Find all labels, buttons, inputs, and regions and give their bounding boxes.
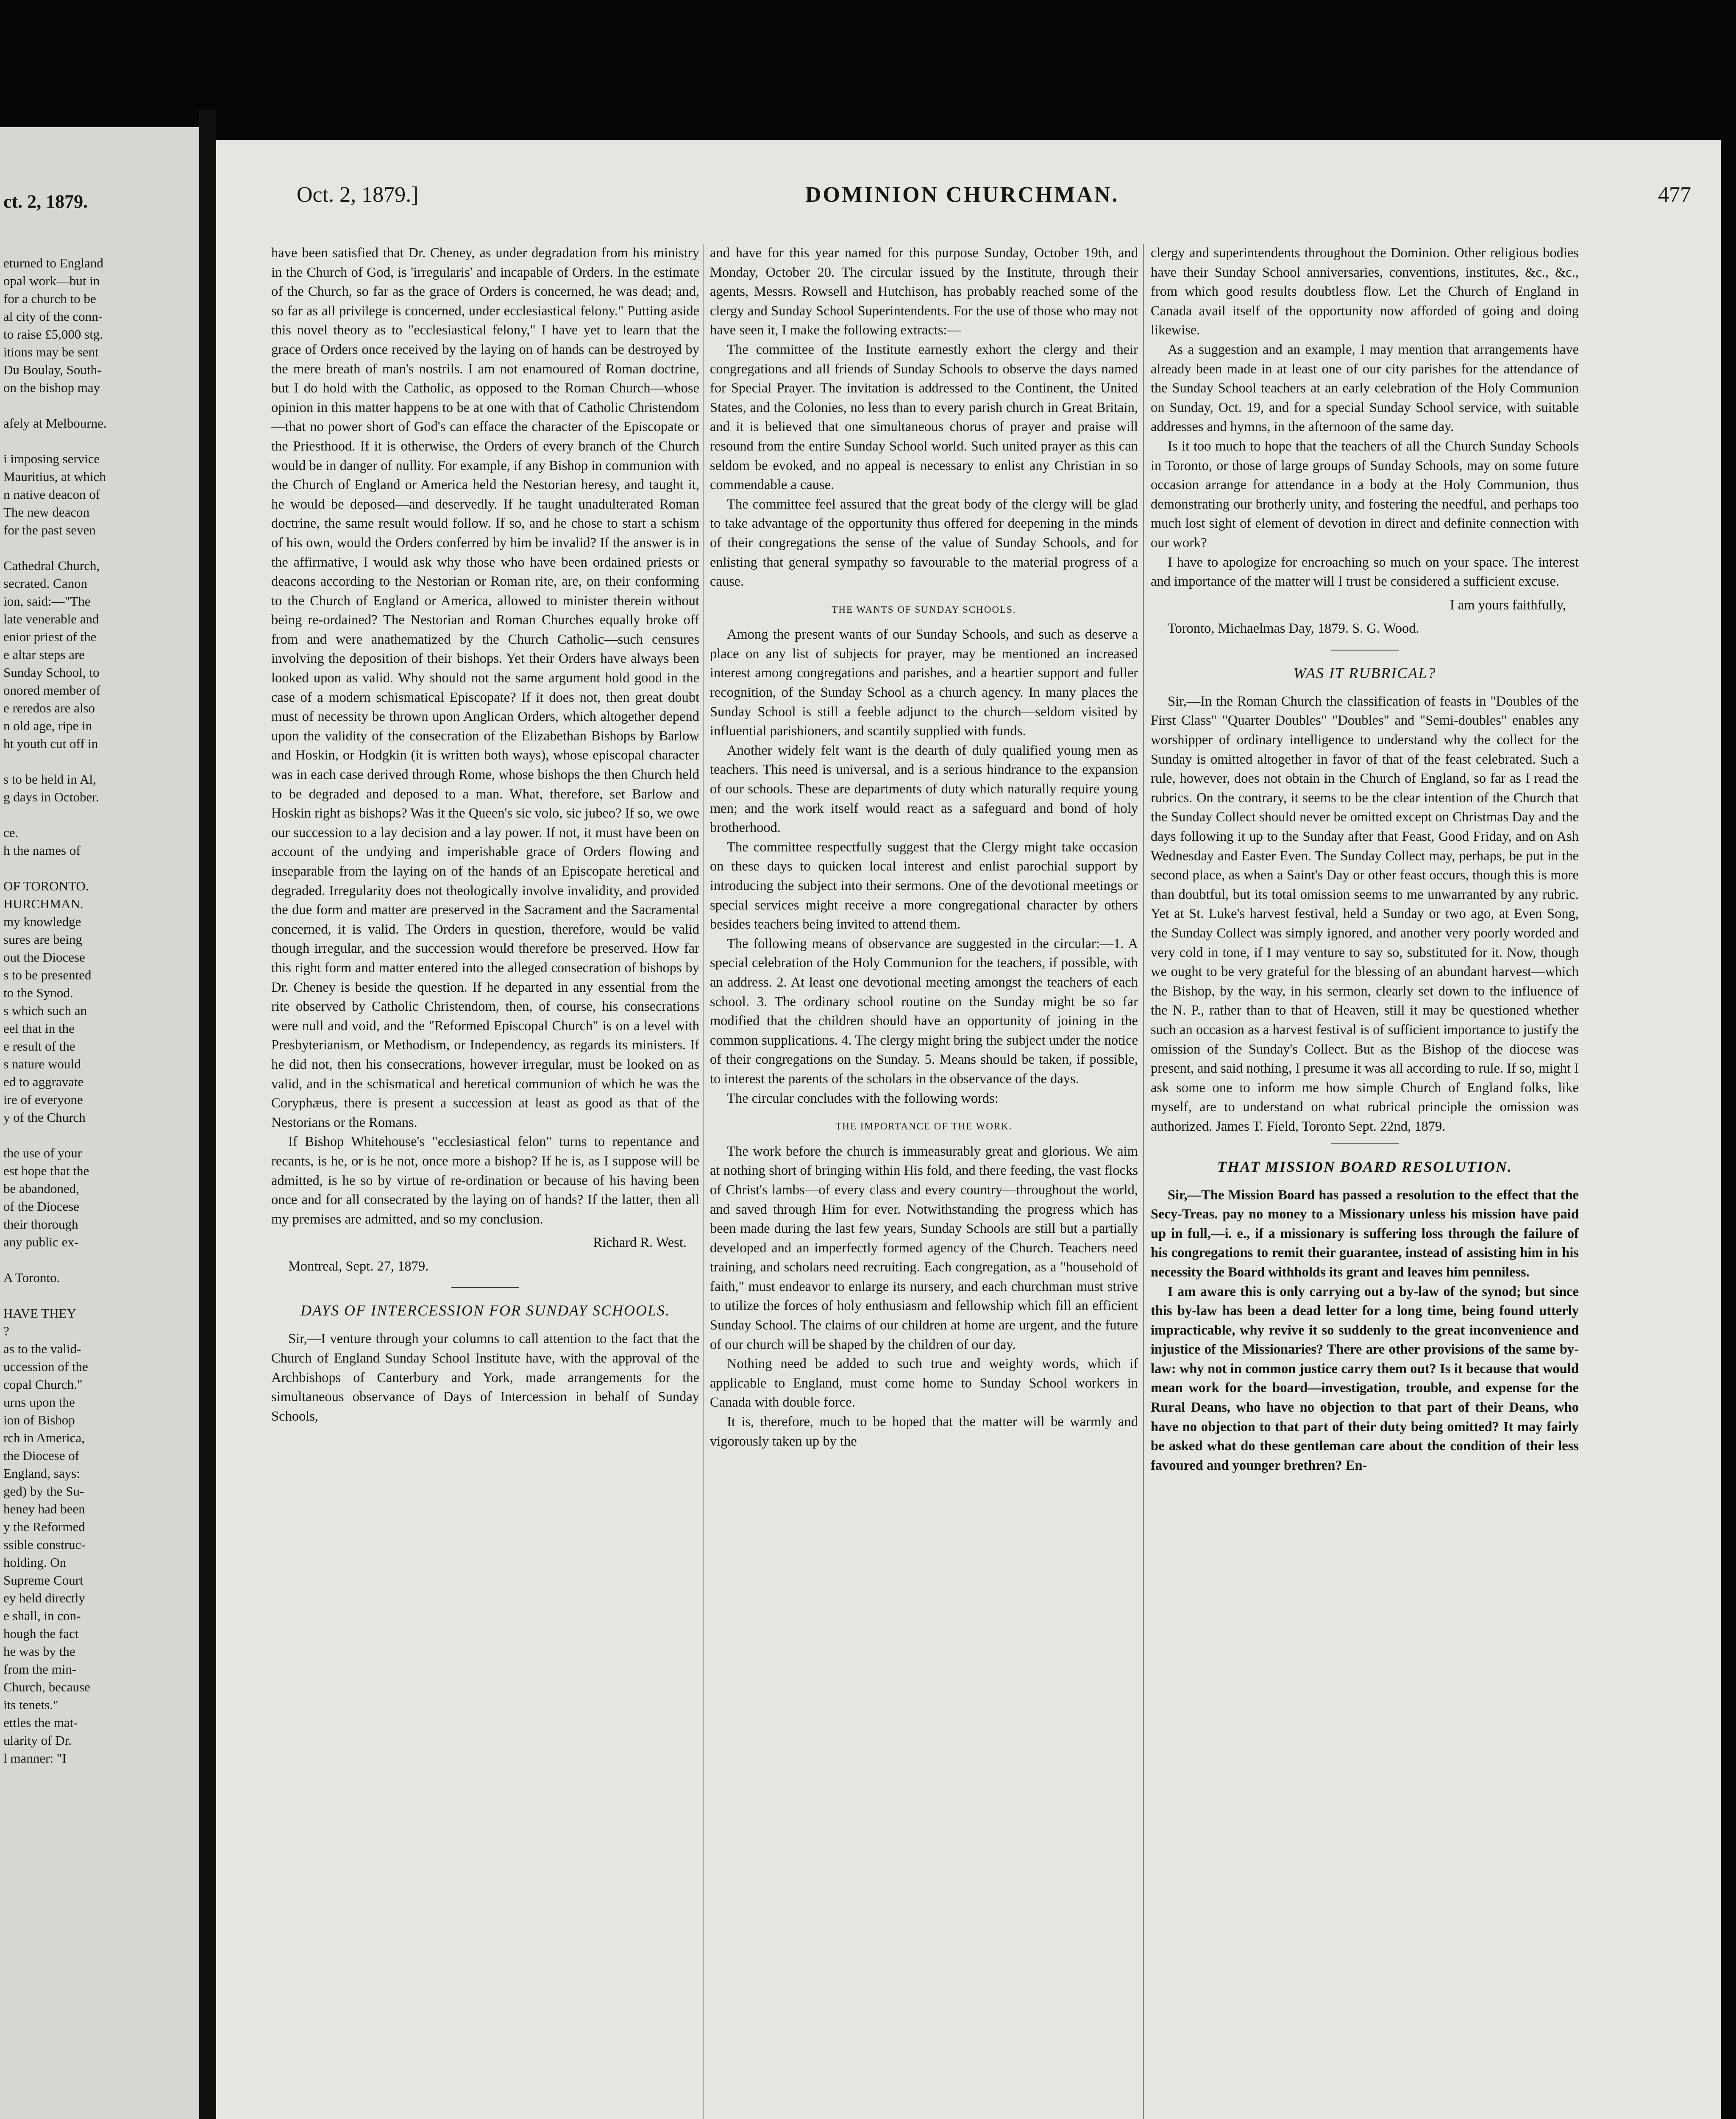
left-page-line: al city of the conn- [3, 309, 103, 324]
paragraph: Sir,—In the Roman Church the classification of feasts in "Doubles of the First Class" "Quarter Doubles" "Doubles" and "Semi-doubles" enables any worshipper of ordinary intelligence to understand why the collect for the Sunday is omitted altogether in favor of that of the feast celebrated. Such a rule, however, does not obtain in the Church of England, so far as I read the rubrics. On the contrary, it seems to be the clear intention of the Church that the Sunday Collect should never be omitted except on Christmas Day and the days following it up to the Sunday after that Feast, Good Friday, and on Ash Wednesday and Easter Even. The Sunday Collect may, perhaps, be put in the second place, as when a Saint's Day or other feast occurs, though this is more than doubtful, but its total omission seems to me unwarranted by any rubric. Yet at St. Luke's harvest festival, held a Sunday or two ago, at Even Song, the Sunday Collect was simply ignored, and another very poorly worded and very cold in tone, if I may venture to say so, substituted for it. Now, though we ought to be very grateful for the blessing of an abundant harvest—which the Bishop, by the way, in his sermon, clearly set down to the influence of the N. P., rather than to that of Heaven, still it may be questioned whether such an occasion as a harvest festival is of sufficient importance to justify the omission of the Sunday's Collect. But as the Bishop of the diocese was present, and said nothing, I presume it was all according to rule. If so, might I ask some one to inform me how simple Church of England folks, like myself, are to understand on what rubrical principle the omission was authorized. James T. Field, Toronto Sept. 22nd, 1879. [1151, 693, 1579, 1134]
left-page-line: he was by the [3, 1644, 75, 1659]
paragraph: Nothing need be added to such true and weighty words, which if applicable to England, must come home to Sunday School workers in Canada with double force. [710, 1356, 1138, 1410]
left-page-line [3, 753, 198, 770]
left-page-line: eel that in the [3, 1021, 75, 1036]
left-page-line [3, 539, 198, 557]
left-page-line: eturned to England [3, 256, 103, 270]
left-page-line: ? [3, 1324, 9, 1338]
left-page-line: for the past seven [3, 523, 96, 537]
column-1 [271, 244, 699, 1426]
signature: Richard R. West. [593, 1235, 687, 1251]
left-page-line: ularity of Dr. [3, 1733, 72, 1748]
paragraph: The following means of observance are suggested in the circular:—1. A special celebration of the Holy Communion for the teachers, if possible, with an address. 2. At least one devotional meeting amongst the teachers of each school. 3. The ordinary school routine on the Sunday might be so far modified that the children should have an opportunity of joining in the common supplications. 4. The clergy might bring the subject under the notice of their congregations on the Sunday. 5. Means should be taken, if possible, to interest the parents of the scholars in the observance of the days. [710, 936, 1138, 1087]
left-page-line: out the Diocese [3, 950, 85, 965]
left-page-line [3, 432, 198, 450]
left-page-line: n native deacon of [3, 487, 100, 502]
left-page-line: Sunday School, to [3, 665, 100, 680]
left-page-line: Supreme Court [3, 1573, 83, 1588]
paragraph: The committee feel assured that the great body of the clergy will be glad to take advantage of the opportunity thus offered for deepening in the minds of their congregations the sense of the value of Sunday Schools, and for enlisting that general sympathy so favourable to the material progress of a cause. [710, 496, 1138, 590]
article-heading: WAS IT RUBRICAL? [1293, 664, 1436, 681]
dateline: Montreal, Sept. 27, 1879. [288, 1258, 429, 1274]
bold-letter [1151, 1186, 1579, 1476]
left-page-line: Cathedral Church, [3, 558, 100, 573]
left-page-line: their thorough [3, 1217, 78, 1232]
left-page-line: any public ex- [3, 1235, 79, 1249]
left-page-line: uccession of the [3, 1359, 88, 1374]
left-page-line: late venerable and [3, 612, 99, 626]
paragraph: I am aware this is only carrying out a by-law of the synod; but since this by-law has been a dead letter for a long time, being found utterly impracticable, why revive it so suddenly to the great inconvenience and injustice of the Missionaries? There are other provisions of the same by-law: why not in common justice carry them out? Is it because that would mean work for the board—investigation, trouble, and expense for the Rural Deans, who have no objection to that part of their Deans, who have no objection to that part of their duty being omitted? It may fairly be asked what do these gentleman care about the condition of their less favoured and younger brethren? En- [1151, 1284, 1579, 1473]
left-page-line: OF TORONTO. [3, 879, 89, 893]
paragraph: clergy and superintendents throughout the Dominion. Other religious bodies have their Sunday School anniversaries, conventions, institutes, &c., &c., from which good results doubtless flow. Let the Church of England in Canada avail itself of the opportunity now afforded of going and doing likewise. [1151, 245, 1579, 338]
left-page-line: y the Reformed [3, 1519, 85, 1534]
left-page-line: g days in October. [3, 790, 99, 804]
left-page-line: e shall, in con- [3, 1608, 81, 1623]
left-page-line: s to be held in Al, [3, 772, 96, 787]
left-page-line: h the names of [3, 843, 81, 858]
left-page-line: ged) by the Su- [3, 1484, 84, 1499]
left-page-line: on the bishop may [3, 380, 100, 395]
paragraph: Another widely felt want is the dearth of duly qualified young men as teachers. This need is universal, and is a serious hindrance to the expansion of our schools. These are departments of duty which naturally require young men; and the work itself would react as a safeguard and bond of holy brotherhood. [710, 742, 1138, 836]
left-page-line: HURCHMAN. [3, 896, 83, 911]
left-page-line: the Diocese of [3, 1448, 80, 1463]
dateline: Toronto, Michaelmas Day, 1879. S. G. Wood. [1168, 621, 1419, 637]
left-page-line: HAVE THEY [3, 1306, 76, 1321]
column-3 [1151, 244, 1579, 1475]
left-page-text [3, 254, 198, 1767]
left-page-line: holding. On [3, 1555, 67, 1570]
left-page-line: ire of everyone [3, 1092, 83, 1107]
left-page-line: urns upon the [3, 1395, 75, 1410]
paragraph: Among the present wants of our Sunday Schools, and such as deserve a place on any list of subjects for prayer, may be mentioned an increased interest among congregations and parishes, and a heartier support and fuller recognition, of the Sunday School as a church agency. In many places the Sunday School is still a feeble adjunct to the church—seldom visited by influential parishioners, and scantily supplied with funds. [710, 627, 1138, 739]
left-page-line: e result of the [3, 1039, 75, 1054]
divider [1331, 650, 1399, 651]
left-page-line: A Toronto. [3, 1270, 60, 1285]
left-page-line [3, 806, 198, 824]
divider [1331, 1143, 1399, 1144]
left-page-line: The new deacon [3, 505, 90, 520]
left-page-line: for a church to be [3, 291, 96, 306]
paragraph: It is, therefore, much to be hoped that the matter will be warmly and vigorously taken up by the [710, 1414, 1138, 1449]
paragraph: The committee respectfully suggest that the Clergy might take occasion on these days to quicken local interest and enlist parochial support by introducing the subject into their sermons. One of the devotional meetings or special services might receive a more congregational character by others besides teachers being invited to attend them. [710, 839, 1138, 932]
left-page-line: opal work—but in [3, 273, 100, 288]
paragraph: Is it too much to hope that the teachers of all the Church Sunday Schools in Toronto, or those of large groups of Sunday Schools, may on some future occasion arrange for attendance in a body at the Holy Communion, thus demonstrating our brotherly unity, and fostering the needful, and perhaps too much lost sight of element of devotion in direct and definite connection with our work? [1151, 438, 1579, 551]
issue-date: Oct. 2, 1879.] [297, 183, 419, 207]
left-page-line: afely at Melbourne. [3, 416, 107, 431]
left-page-line [3, 397, 198, 414]
left-page-line: to raise £5,000 stg. [3, 327, 103, 342]
left-page-line: ion of Bishop [3, 1413, 75, 1427]
left-page-line: s to be presented [3, 968, 92, 982]
page-gutter [199, 110, 216, 2119]
left-page-line: copal Church." [3, 1377, 83, 1392]
left-page-line [3, 859, 198, 877]
left-page-line: l manner: "I [3, 1751, 67, 1766]
left-page-line: ssible construc- [3, 1537, 86, 1552]
left-page-line: England, says: [3, 1466, 80, 1481]
running-head [297, 182, 1691, 212]
left-page-line: enior priest of the [3, 629, 97, 644]
left-page-line [3, 1126, 198, 1144]
paragraph: have been satisfied that Dr. Cheney, as under degradation from his ministry in the Church of God, is 'irregularis' and incapable of Orders. In the estimate of the Church, so far as the grace of Orders is concerned, he was dead; and, so far as all privilege is concerned, under ecclesiastical felony." Putting aside this novel theory as to "ecclesiastical felony," I have yet to learn that the grace of Orders once received by the laying on of hands can be destroyed by the mere breath of man's nostrils. I am not enamoured of Roman doctrine, but I do hold with the Catholic, as opposed to the Roman Church—whose opinion in this matter happens to be at one with that of Catholic Christendom—that no power short of God's can efface the character of the Episcopate or the Priesthood. If it is otherwise, the Orders of every branch of the Church would be in danger of nullity. For example, if any Bishop in communion with the Church of England or America held the Nestorian heresy, and taught it, he would be deposed—and deservedly. If he taught unadulterated Roman doctrine, the same result would follow. If so, and he chose to start a schism of his own, would the Orders conferred by him be invalid? If the answer is in the affirmative, I would ask why those who have been ordained priests or deacons according to the Nestorian or Roman rite, are, on their conforming to the Church of England or America, allowed to minister therein without being re-ordained? The Nestorian and Roman Churches equally broke off from and were anathematized by the Church Catholic—such censures involving the deposition of their bishops. Yet their Orders have always been looked upon as valid. Why should not the same argument hold good in the case of a modern schismatical Episcopate? If it does not, then great doubt must of necessity be thrown upon Anglican Orders, which altogether depend upon the validity of the consecration of the Elizabethan Bishops by Barlow and Hoskin, or Hodgkin (it is written both ways), whose episcopal character was in each case derived through Rome, whose bishops the then Church held to be degraded and deposed to a man. What, therefore, set Barlow and Hoskin right as bishops? Was it the Queen's sic volo, sic jubeo? If so, we owe our succession to a lay decision and a lay power. If not, it must have been on account of the undying and imperishable grace of Orders flowing and inseparable from the laying on of the hands of an Episcopate heretical and degraded. Irregularity does not theologically involve invalidity, and provided the due form and matter are preserved in the Sacrament and the Sacramental concerned, it is valid. The Orders in question, therefore, would be valid though irregular, and the succession would therefore be preserved. How far this right form and matter entered into the alleged consecration of bishops by Dr. Cheney is beside the question. If he departed in any essential from the rite observed by Catholic Christendom, then, of course, his consecrations were null and void, and the "Reformed Episcopal Church" is on a level with Presbyterianism, or Methodism, or Independency, as regards its ministers. If he did not, then his consecrations, however irregular, must be looked on as valid, and in the schismatical and heretical communion of which he was the Coryphæus, there is present a succession at least as good as that of the Nestorians or the Romans. [271, 245, 699, 1130]
left-page-line: s nature would [3, 1057, 81, 1071]
left-page-line: my knowledge [3, 914, 81, 929]
left-page-line: ht youth cut off in [3, 736, 98, 751]
left-page-line: ettles the mat- [3, 1715, 78, 1730]
page-number: 477 [1658, 183, 1691, 207]
left-page-line: hough the fact [3, 1626, 79, 1641]
paragraph: and have for this year named for this purpose Sunday, October 19th, and Monday, October 20. The circular issued by the Institute, through their agents, Messrs. Rowsell and Hutchison, has probably reached some of the clergy and Sunday School Superintendents. For the use of those who may not have seen it, I make the following extracts:— [710, 245, 1138, 338]
left-page-line: to the Synod. [3, 985, 73, 1000]
divider [451, 1287, 519, 1288]
left-page-line: be abandoned, [3, 1181, 80, 1196]
closing: I am yours faithfully, [1449, 597, 1566, 613]
paragraph: As a suggestion and an example, I may mention that arrangements have already been made in at least one of our city parishes for the attendance of the Sunday School teachers at an early celebration of the Holy Communion on Sunday, Oct. 19, and for a special Sunday School service, with suitable addresses and hymns, in the afternoon of the same day. [1151, 342, 1579, 435]
left-page-line: est hope that the [3, 1163, 89, 1178]
paragraph: The committee of the Institute earnestly exhort the clergy and their congregations and all friends of Sunday Schools to observe the days named for Special Prayer. The invitation is addressed to the Continent, the United States, and the Colonies, no less than to every parish church in Great Britain, and it is believed that one simultaneous chorus of prayer and praise will resound from the entire Sunday School world. Such united prayer as this can seldom be evoked, and no appeal is necessary to enlist any Christian in so commendable a cause. [710, 342, 1138, 493]
paragraph: Sir,—I venture through your columns to call attention to the fact that the Church of England Sunday School Institute have, with the approval of the Archbishops of Canterbury and York, made arrangements for the simultaneous observance of Days of Intercession in behalf of Sunday Schools, [271, 1331, 699, 1424]
left-page-line: s which such an [3, 1003, 87, 1018]
left-page-line: Du Boulay, South- [3, 362, 102, 377]
section-subheading: THE WANTS OF SUNDAY SCHOOLS. [832, 604, 1016, 615]
paragraph: If Bishop Whitehouse's "ecclesiastical felon" turns to repentance and recants, is he, or is he not, once more a bishop? If he is, as I suppose will be admitted, is he so by virtue of re-ordination or because of his having been once and for all consecrated by the laying on of hands? If the latter, then all my premises are admitted, and so my conclusion. [271, 1134, 699, 1227]
left-page-line: ey held directly [3, 1591, 85, 1605]
left-page-line: rch in America, [3, 1430, 85, 1445]
left-page-line: e altar steps are [3, 647, 85, 662]
column-divider [703, 244, 704, 2119]
left-page-line: Mauritius, at which [3, 469, 106, 484]
left-page-line: secrated. Canon [3, 576, 87, 591]
left-page-line: ce. [3, 825, 19, 840]
section-subheading: THE IMPORTANCE OF THE WORK. [835, 1121, 1013, 1132]
left-page-line: i imposing service [3, 451, 100, 466]
left-page-line [3, 1287, 198, 1304]
paragraph: The circular concludes with the following words: [727, 1090, 999, 1106]
paragraph: The work before the church is immeasurably great and glorious. We aim at nothing short of bringing within His fold, and there feeding, the vast flocks of Christ's lambs—of every class and every country—throughout the world, and saved through Him for ever. Notwithstanding the progress which has been made during the last few years, Sunday Schools are still but a partially developed and an imperfectly formed agency of the Church. Teachers need training, and scholars need recruiting. Each congregation, as a "household of faith," must endeavor to enlarge its nursery, and each churchman must strive to utilize the forces of holy enthusiasm and fellowship which fill an efficient Sunday School. The claims of our children at home are urgent, and the future of our church will be shaped by the children of our day. [710, 1143, 1138, 1352]
article-heading: DAYS OF INTERCESSION FOR SUNDAY SCHOOLS. [300, 1302, 670, 1319]
paragraph: Sir,—The Mission Board has passed a resolution to the effect that the Secy-Treas. pay no money to a Missionary unless his mission have paid up in full,—i. e., if a missionary is suffering loss through the failure of his congregations to remit their guarantee, instead of assisting him in his necessity the Board withholds its grant and leaves him penniless. [1151, 1187, 1579, 1280]
left-page-line: the use of your [3, 1146, 82, 1160]
column-2 [710, 244, 1138, 1451]
left-page-line: n old age, ripe in [3, 718, 92, 733]
left-page-line: ed to aggravate [3, 1074, 84, 1089]
publication-title: DOMINION CHURCHMAN. [805, 183, 1119, 207]
left-page-line: its tenets." [3, 1697, 58, 1712]
left-page-line: heney had been [3, 1502, 85, 1516]
left-page-line: itions may be sent [3, 345, 99, 359]
left-page-fragment [0, 127, 199, 2119]
left-page-line: as to the valid- [3, 1341, 81, 1356]
left-page-line: onored member of [3, 683, 100, 698]
left-page-line: sures are being [3, 932, 82, 947]
left-page-line: of the Diocese [3, 1199, 80, 1214]
article-heading: THAT MISSION BOARD RESOLUTION. [1217, 1158, 1513, 1175]
left-page-line: y of the Church [3, 1110, 86, 1125]
left-page-line [3, 1251, 198, 1269]
left-page-line: ion, said:—"The [3, 594, 91, 609]
left-page-line: e reredos are also [3, 701, 95, 715]
left-page-header: ct. 2, 1879. [3, 191, 88, 212]
column-divider [1143, 244, 1144, 2119]
left-page-line: from the min- [3, 1662, 77, 1677]
newspaper-page [216, 140, 1721, 2119]
paragraph: I have to apologize for encroaching so much on your space. The interest and importance of the matter will I trust be considered a sufficient excuse. [1151, 554, 1579, 590]
left-page-line: Church, because [3, 1680, 90, 1694]
